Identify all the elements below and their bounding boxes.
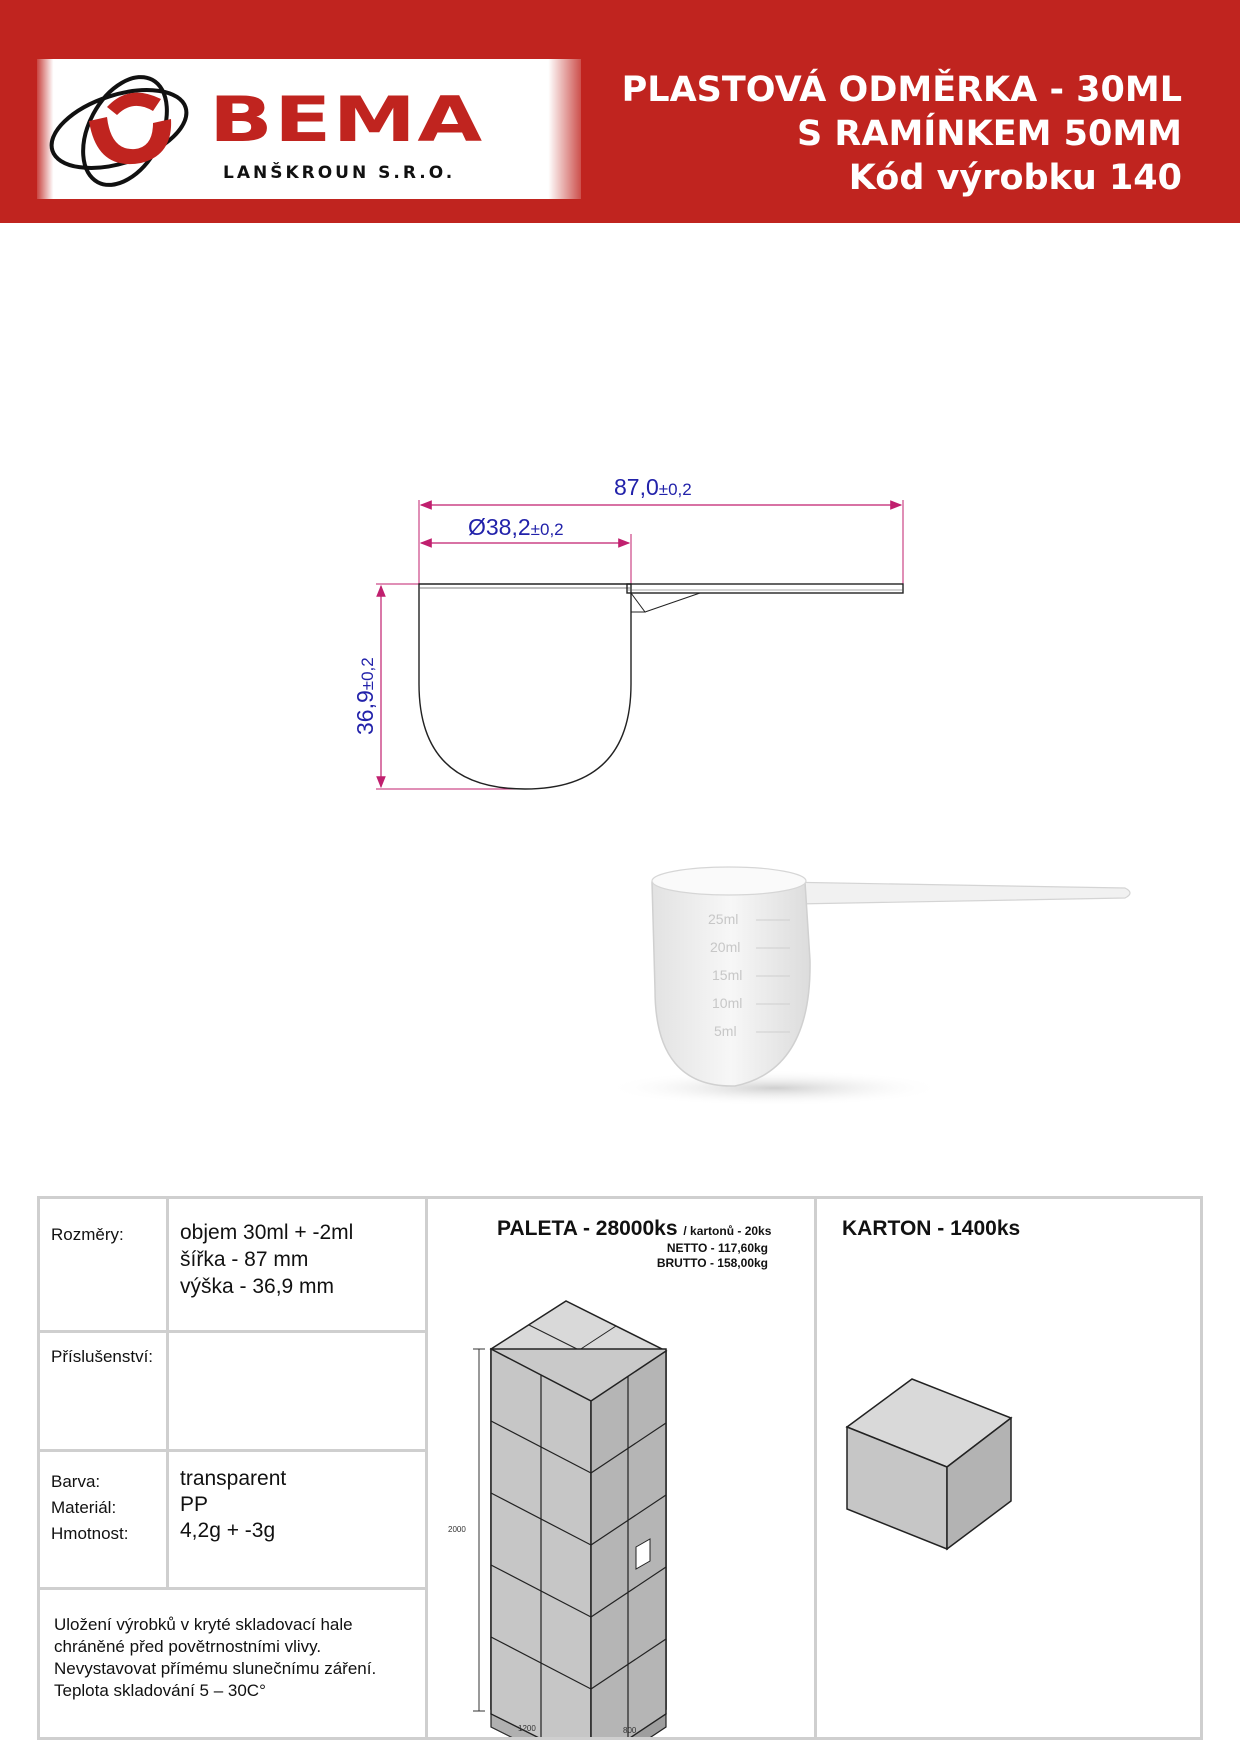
dimension-diameter-text: Ø38,2±0,2 — [468, 514, 564, 540]
storage-note — [54, 1614, 376, 1702]
title-line-1: PLASTOVÁ ODMĚRKA - 30ML — [621, 70, 1182, 110]
title-line-2: S RAMÍNKEM 50MM — [797, 114, 1182, 154]
paleta-kartonu: / kartonů - 20ks — [683, 1224, 772, 1238]
paleta-dim-length: 1200 — [518, 1724, 536, 1733]
barva-value: transparent — [180, 1467, 287, 1490]
svg-text:10ml: 10ml — [712, 995, 743, 1011]
storage-note-line: Nevystavovat přímému slunečnímu záření. — [54, 1659, 377, 1678]
material-value: PP — [180, 1493, 209, 1516]
svg-text:20ml: 20ml — [710, 939, 741, 955]
storage-note-line: Teplota skladování 5 – 30C° — [54, 1681, 266, 1700]
svg-text:5ml: 5ml — [714, 1023, 737, 1039]
rozmery-label: Rozměry: — [51, 1225, 124, 1244]
paleta-weights — [657, 1241, 768, 1271]
rozmery-values — [180, 1219, 353, 1300]
cup-photo-handle — [780, 882, 1130, 904]
hmotnost-value: 4,2g + -3g — [180, 1519, 276, 1542]
hmotnost-label: Hmotnost: — [51, 1524, 129, 1543]
paleta-netto: NETTO - 117,60kg — [666, 1241, 768, 1255]
logo-subtitle: LANŠKROUN S.R.O. — [223, 163, 456, 183]
prislusenstvi-label: Příslušenství: — [51, 1347, 154, 1366]
spec-table — [37, 1196, 1203, 1740]
svg-text:25ml: 25ml — [708, 911, 739, 927]
handle-outline — [627, 584, 903, 593]
storage-note-line: chráněné před povětrnostními vlivy. — [54, 1637, 322, 1656]
rozmery-value-vyska: výška - 36,9 mm — [180, 1275, 335, 1298]
material-label: Materiál: — [51, 1498, 117, 1517]
cup-shadow — [605, 1070, 945, 1106]
logo-wordmark: BEMA — [209, 83, 484, 156]
barva-label: Barva: — [51, 1472, 101, 1491]
carton-illustration — [817, 1299, 1203, 1737]
title-line-3: Kód výrobku 140 — [848, 158, 1182, 198]
dimension-length-text: 87,0±0,2 — [614, 474, 692, 500]
paleta-brutto: BRUTTO - 158,00kg — [656, 1256, 768, 1270]
paleta-dim-height: 2000 — [448, 1525, 466, 1534]
pallet-illustration — [428, 1299, 814, 1737]
paleta-dim-width: 800 — [623, 1726, 637, 1735]
storage-note-line: Uložení výrobků v kryté skladovací hale — [54, 1615, 353, 1634]
karton-title: KARTON - 1400ks — [842, 1217, 1021, 1240]
rozmery-value-sirka: šířka - 87 mm — [180, 1248, 309, 1271]
rozmery-value-objem: objem 30ml + -2ml — [180, 1221, 354, 1244]
dimension-height-text: 36,9±0,2 — [352, 657, 378, 735]
paleta-title-text: PALETA - 28000ks — [497, 1217, 678, 1240]
paleta-title — [497, 1217, 771, 1243]
svg-text:15ml: 15ml — [712, 967, 743, 983]
cup-outline — [419, 584, 631, 789]
